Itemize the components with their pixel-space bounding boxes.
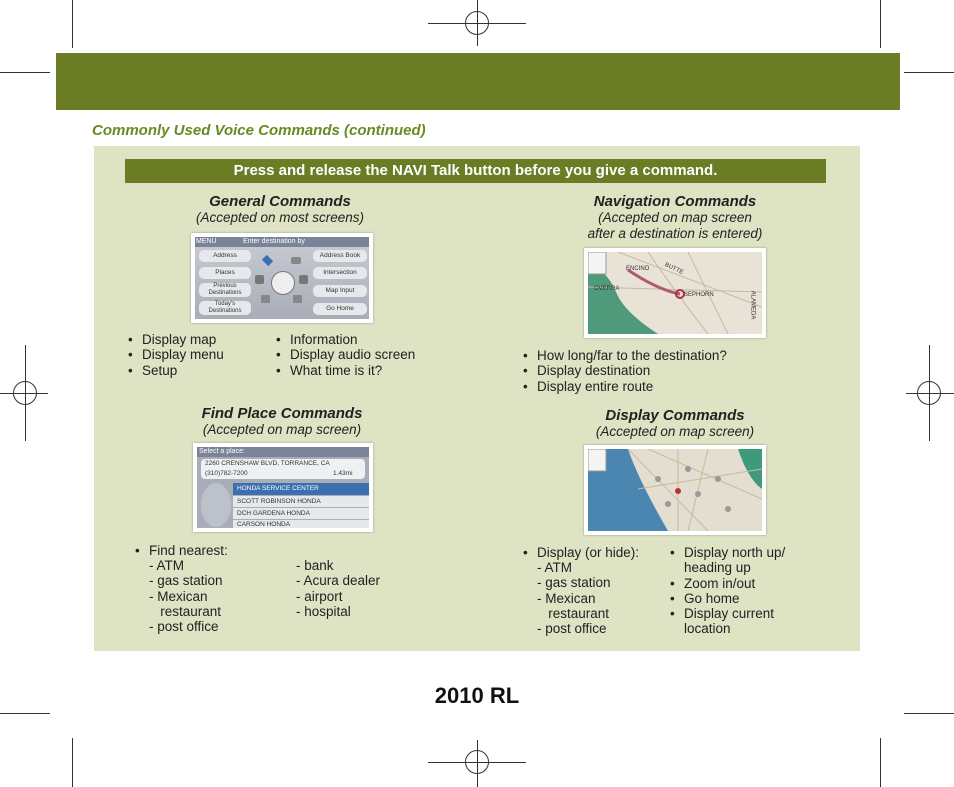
list-item <box>670 606 785 637</box>
navigation-commands-list <box>523 348 727 394</box>
find-place-commands-subtitle: (Accepted on map screen) <box>202 422 362 437</box>
list-item-text: Go home <box>684 590 740 606</box>
map-label: OVERRA <box>594 286 620 292</box>
list-item: - hospital <box>296 603 351 619</box>
find-place-options-col2 <box>296 558 380 619</box>
crop-mark <box>880 0 881 48</box>
display-commands-subtitle: (Accepted on map screen) <box>595 424 755 439</box>
list-item: • Display map <box>128 332 224 347</box>
crop-mark <box>0 72 50 73</box>
crop-mark <box>0 713 50 714</box>
menu-screenshot <box>191 233 373 323</box>
place-item: DCH GARDENA HONDA <box>237 510 310 517</box>
display-commands-title: Display Commands <box>605 407 745 424</box>
list-item: restaurant <box>537 605 610 621</box>
menu-button: Address Book <box>313 250 367 262</box>
list-item: • Display audio screen <box>276 347 415 362</box>
list-item: - airport <box>296 588 343 604</box>
menu-button: Places <box>199 267 251 279</box>
list-item: - gas station <box>537 575 611 591</box>
instruction-bar: Press and release the NAVI Talk button before you give a command. <box>125 159 826 183</box>
list-item: • Display menu <box>128 347 224 362</box>
display-map-screenshot <box>584 445 766 535</box>
crop-mark <box>880 738 881 787</box>
menu-button: Map Input <box>313 285 367 297</box>
navigation-commands-subtitle: (Accepted on map screen <box>598 210 752 225</box>
screen-header: Select a place: <box>199 448 245 455</box>
crop-mark <box>904 72 954 73</box>
list-item: • Display destination <box>523 363 727 378</box>
list-item: - Mexican <box>537 590 596 606</box>
display-intro <box>523 545 639 560</box>
crop-mark <box>72 0 73 48</box>
list-item: • Information <box>276 332 415 347</box>
navigation-commands-subtitle: after a destination is entered) <box>587 226 763 241</box>
list-item <box>670 545 785 576</box>
find-place-options-col1 <box>149 558 223 634</box>
list-item: - ATM <box>149 558 184 573</box>
list-item: - post office <box>537 621 607 637</box>
list-item: • Display entire route <box>523 379 727 394</box>
list-item: - ATM <box>537 560 572 575</box>
find-place-screenshot <box>193 443 373 532</box>
list-item: - bank <box>296 558 334 573</box>
list-item <box>670 591 785 606</box>
list-item: restaurant <box>149 603 222 619</box>
list-item: • Display (or hide): <box>523 545 639 560</box>
menu-button: Previous Destinations <box>199 283 251 297</box>
general-commands-subtitle: (Accepted on most screens) <box>195 210 365 225</box>
menu-button: Address <box>199 250 251 262</box>
general-commands-title: General Commands <box>209 193 351 210</box>
section-title: Commonly Used Voice Commands (continued) <box>92 122 426 139</box>
place-address: 2260 CRENSHAW BLVD, TORRANCE, CA <box>205 460 330 467</box>
menu-button: Go Home <box>313 303 367 315</box>
find-place-commands-title: Find Place Commands <box>201 405 363 422</box>
map-label: BUTTE <box>663 262 685 276</box>
list-item-text: Zoom in/out <box>684 575 756 591</box>
list-item: • Setup <box>128 363 224 378</box>
display-options-col1 <box>537 560 611 636</box>
model-label: 2010 RL <box>434 683 520 708</box>
crop-mark <box>72 738 73 787</box>
navigation-commands-title: Navigation Commands <box>593 193 757 210</box>
map-label: ALAMEDA <box>749 290 756 320</box>
place-item: CARSON HONDA <box>237 521 291 528</box>
list-item: • Find nearest: <box>135 543 228 558</box>
list-item-text: Display north up/ <box>684 545 786 560</box>
list-item: • What time is it? <box>276 363 415 378</box>
menu-prompt: Enter destination by <box>243 238 305 245</box>
general-commands-list-left <box>128 332 224 378</box>
general-commands-list-right <box>276 332 415 378</box>
list-item-text: heading up <box>684 560 751 576</box>
find-place-intro <box>135 543 228 558</box>
list-item <box>670 576 785 591</box>
navigation-map-screenshot <box>584 248 766 338</box>
menu-button: Intersection <box>313 267 367 279</box>
menu-label: MENU <box>196 238 217 245</box>
display-commands-list-right <box>670 545 785 637</box>
place-item: SCOTT ROBINSON HONDA <box>237 498 321 505</box>
crop-mark <box>904 713 954 714</box>
list-item: - gas station <box>149 573 223 589</box>
place-distance: 1.43mi <box>333 470 353 477</box>
list-item: - Acura dealer <box>296 573 381 589</box>
list-item: - post office <box>149 619 219 635</box>
menu-button: Today's Destinations <box>199 301 251 315</box>
list-item-text: location <box>684 621 731 637</box>
list-item-text: Display current <box>684 606 775 622</box>
map-label: ENCINO <box>626 266 650 272</box>
list-item: - Mexican <box>149 588 208 604</box>
map-label: SEPHORN <box>684 292 714 298</box>
header-bar <box>56 53 900 110</box>
place-item: HONDA SERVICE CENTER <box>237 485 319 492</box>
place-phone: (310)782-7200 <box>205 470 248 477</box>
list-item: • How long/far to the destination? <box>523 348 727 363</box>
